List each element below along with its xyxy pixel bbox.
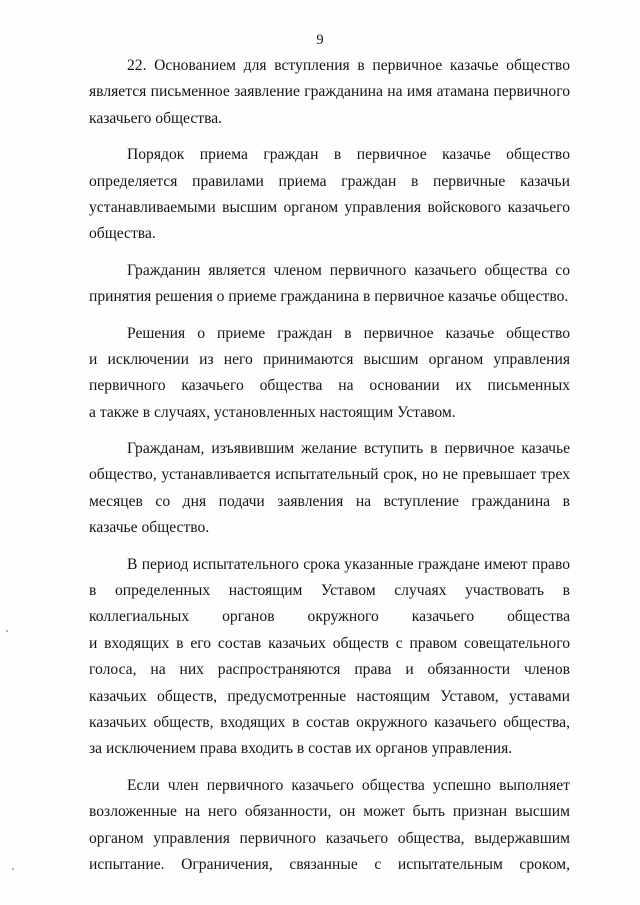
page-number: 9 (316, 32, 324, 48)
text-line: Гражданам, изъявившим желание вступить в первичное казачье (127, 440, 570, 458)
text-line: принятия решения о приеме гражданина в первичное казачье общество. (89, 288, 569, 306)
text-line: в определенных настоящим Уставом случаях участвовать в (89, 582, 570, 600)
text-line: общество, устанавливается испытательный срок, но не превышает трех (89, 466, 570, 484)
text-line: устанавливаемыми высшим органом управления войскового казачьего (89, 198, 570, 216)
text-line: Если член первичного казачьего общества успешно выполняет (127, 776, 570, 794)
document-body (89, 53, 570, 888)
text-line: общества. (89, 225, 156, 243)
text-line: месяцев со дня подачи заявления на вступление гражданина в (89, 492, 570, 510)
text-line: 22. Основанием для вступления в первичное казачье общество (127, 57, 570, 74)
text-line: возложенные на него обязанности, он может быть признан высшим (89, 803, 570, 821)
paragraph (89, 258, 570, 311)
text-line: Гражданин является членом первичного казачьего общества со (127, 261, 570, 279)
text-line: коллегиальных органов окружного казачьего общества (89, 608, 570, 626)
text-line: определяется правилами приема граждан в первичные казачьи (89, 172, 570, 190)
paragraph (89, 436, 570, 542)
text-line: за исключением права входить в состав их органов управления. (89, 740, 513, 758)
text-line: Порядок приема граждан в первичное казачье общество (127, 146, 570, 164)
text-line: голоса, на них распространяются права и обязанности членов (89, 661, 570, 679)
text-line: казачьих обществ, входящих в состав окружного казачьего общества, (89, 713, 570, 731)
paragraph (89, 321, 570, 427)
text-line: и входящих в его состав казачьих обществ с правом совещательного (89, 634, 570, 652)
text-line: является письменное заявление гражданина на имя атамана первичного (89, 83, 570, 101)
paragraph (89, 142, 570, 248)
text-line: испытание. Ограничения, связанные с испытательным сроком, (89, 855, 570, 873)
paragraph (89, 53, 570, 132)
text-line: казачье общество. (89, 519, 210, 537)
text-line: В период испытательного срока указанные граждане имеют право (127, 555, 570, 573)
text-line: первичного казачьего общества на основании их письменных (89, 377, 570, 395)
text-line: а также в случаях, установленных настоящим Уставом. (89, 403, 456, 421)
scan-speck (6, 630, 8, 632)
scan-speck (12, 868, 14, 870)
paragraph (89, 773, 570, 879)
paragraph (89, 552, 570, 763)
text-line: казачьих обществ, предусмотренные настоящим Уставом, уставами (89, 687, 570, 705)
text-line: и исключении из него принимаются высшим органом управления (89, 350, 570, 368)
text-line: казачьего общества. (89, 109, 223, 127)
text-line: органом управления первичного казачьего общества, выдержавшим (89, 829, 570, 847)
text-line: Решения о приеме граждан в первичное казачье общество (127, 324, 570, 342)
